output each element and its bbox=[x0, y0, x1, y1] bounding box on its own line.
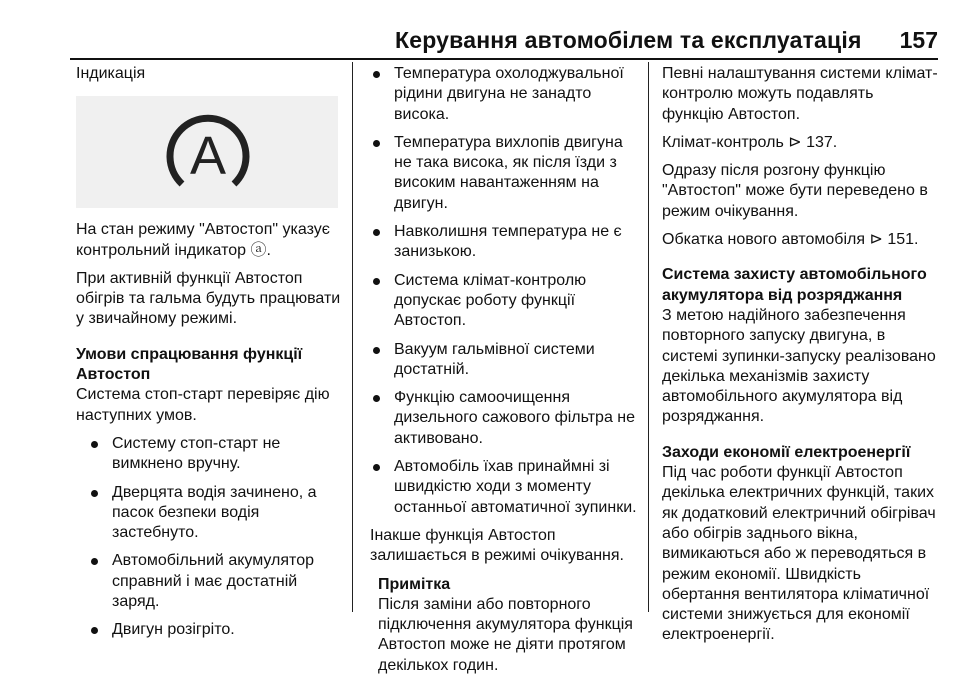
column-2 bbox=[370, 64, 642, 676]
conditions-list bbox=[76, 434, 346, 641]
page-number: 157 bbox=[899, 27, 938, 53]
column-divider-1 bbox=[352, 62, 353, 612]
climate-control-reference: Клімат-контроль ⊳ 137. bbox=[662, 133, 838, 151]
list-item: Систему стоп-старт не вимкнено вручну. bbox=[88, 434, 346, 475]
note-title: Примітка bbox=[378, 575, 451, 593]
list-item: Навколишня температура не є занизькою. bbox=[370, 222, 642, 263]
note-text: Після заміни або повторного підключення акумулятора функція Автостоп може не діяти протягом декількох годин. bbox=[378, 595, 633, 674]
paragraph-battery-protection: З метою надійного забезпечення повторного запуску двигуна, в системі зупинки-запуску реалізовано декілька механізмів захисту автомобільного акумулятора від розряджання. bbox=[662, 306, 936, 426]
header-divider bbox=[70, 58, 938, 60]
paragraph-after-acceleration: Одразу після розгону функцію "Автостоп" може бути переведено в режим очікування. bbox=[662, 162, 928, 220]
list-item: Температура вихлопів двигуна не така висока, як після їзди з високим навантаженням на двигун. bbox=[370, 133, 642, 214]
paragraph-check-conditions: Система стоп-старт перевіряє дію наступних умов. bbox=[76, 386, 330, 424]
list-item: Температура охолоджувальної рідини двигуна не занадто висока. bbox=[370, 64, 642, 125]
column-1 bbox=[76, 64, 346, 649]
indicator-letter: A bbox=[189, 126, 227, 187]
list-item: Автомобіль їхав принаймні зі швидкістю ходи з моменту останньої автоматичної зупинки. bbox=[370, 457, 642, 518]
page-header-title: Керування автомобілем та експлуатація bbox=[395, 27, 862, 53]
section-label-indication: Індикація bbox=[76, 65, 146, 82]
paragraph-otherwise: Інакше функція Автостоп залишається в режимі очікування. bbox=[370, 526, 624, 565]
paragraph-active-function: При активній функції Автостоп обігрів та гальма будуть працювати у звичайному режимі. bbox=[76, 269, 341, 328]
list-item: Вакуум гальмівної системи достатній. bbox=[370, 340, 642, 381]
note-block bbox=[378, 575, 642, 676]
heading-energy-saving: Заходи економії електроенергії bbox=[662, 443, 911, 461]
paragraph-status: На стан режиму "Автостоп" указує контрольний індикатор ⓐ. bbox=[76, 221, 330, 259]
paragraph-climate-settings: Певні налаштування системи клімат-контролю можуть подавлять функцію Автостоп. bbox=[662, 65, 938, 123]
list-item: Автомобільний акумулятор справний і має достатній заряд. bbox=[88, 551, 346, 612]
heading-battery-protection: Система захисту автомобільного акумулятора від розряджання bbox=[662, 266, 927, 304]
auto-stop-indicator-icon bbox=[160, 106, 256, 198]
indicator-illustration bbox=[76, 96, 338, 208]
list-item: Дверцята водія зачинено, а пасок безпеки водія застебнуто. bbox=[88, 483, 346, 544]
list-item: Функцію самоочищення дизельного сажового фільтра не активовано. bbox=[370, 388, 642, 449]
column-3 bbox=[662, 64, 938, 654]
break-in-reference: Обкатка нового автомобіля ⊳ 151. bbox=[662, 231, 919, 249]
heading-conditions: Умови спрацювання функції Автостоп bbox=[76, 345, 303, 384]
list-item: Двигун розігріто. bbox=[88, 620, 346, 640]
conditions-list-continued bbox=[370, 64, 642, 518]
column-divider-2 bbox=[648, 62, 649, 612]
list-item: Система клімат-контролю допускає роботу функції Автостоп. bbox=[370, 271, 642, 332]
paragraph-energy-saving: Під час роботи функції Автостоп декілька електричних функцій, таких як додатковий електричний обігрівач або обігрів заднього вікна, вимикаються або ж переводяться в режим економії. Швидкість обертання вентилятора кліматичної системи знижується для економії електроенергії. bbox=[662, 464, 936, 644]
